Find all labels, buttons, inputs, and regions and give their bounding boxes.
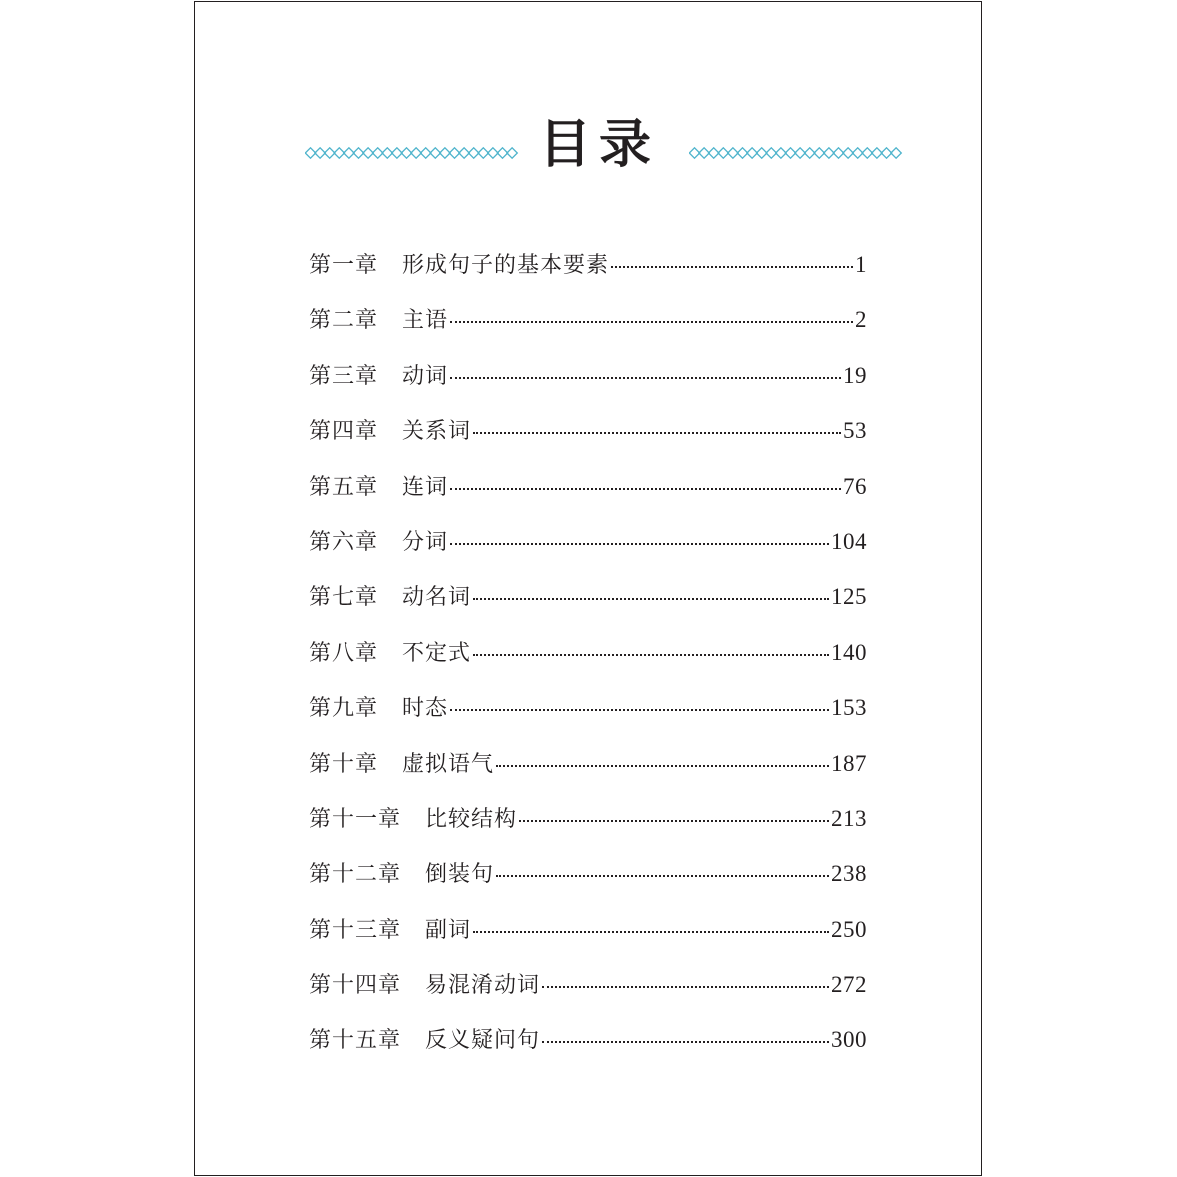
dot-leader [450,460,841,490]
toc-entry[interactable] [309,685,867,740]
dot-leader [542,1013,829,1043]
toc-entry[interactable] [309,464,867,519]
page-number: 213 [831,805,867,831]
toc-entry[interactable] [309,1017,867,1072]
page-number: 140 [831,639,867,665]
dot-leader [450,515,829,545]
chapter-title: 反义疑问句 [425,1028,541,1054]
chapter-number: 第六章 [309,529,379,555]
chapter-title: 连词 [402,474,449,500]
dot-leader [450,293,853,323]
page-number: 250 [831,916,867,942]
chapter-title: 倒装句 [425,862,495,888]
dot-leader [473,903,829,933]
dot-leader [496,737,829,767]
dot-leader [542,958,829,988]
table-of-contents [309,242,867,1073]
page-number: 19 [843,362,867,388]
dot-leader [473,404,841,434]
chapter-number: 第十四章 [309,973,402,999]
diamond-chain-ornament-left [305,146,521,160]
page-number: 153 [831,695,867,721]
chapter-number: 第九章 [309,696,379,722]
toc-entry[interactable] [309,519,867,574]
page-title: 目录 [538,115,659,175]
chapter-number: 第五章 [309,474,379,500]
dot-leader [611,238,853,268]
dot-leader [519,792,829,822]
dot-leader [473,570,829,600]
toc-entry[interactable] [309,242,867,297]
chapter-number: 第十二章 [309,862,402,888]
toc-entry[interactable] [309,962,867,1017]
page-number: 2 [855,307,867,333]
toc-entry[interactable] [309,630,867,685]
dot-leader [450,349,841,379]
chapter-number: 第十章 [309,751,379,777]
toc-entry[interactable] [309,574,867,629]
chapter-number: 第十一章 [309,806,402,832]
page-number: 76 [843,473,867,499]
page-number: 238 [831,861,867,887]
toc-entry[interactable] [309,353,867,408]
chapter-title: 易混淆动词 [425,973,541,999]
chapter-number: 第十五章 [309,1028,402,1054]
chapter-number: 第三章 [309,363,379,389]
toc-entry[interactable] [309,297,867,352]
chapter-title: 形成句子的基本要素 [402,253,610,278]
page-number: 1 [855,252,867,277]
chapter-title: 动词 [402,363,449,389]
chapter-title: 动名词 [402,585,472,611]
toc-entry[interactable] [309,741,867,796]
toc-entry[interactable] [309,408,867,463]
chapter-number: 第七章 [309,585,379,611]
dot-leader [450,681,829,711]
page-number: 125 [831,584,867,610]
page-number: 104 [831,528,867,554]
chapter-number: 第八章 [309,640,379,666]
chapter-title: 副词 [425,917,472,943]
dot-leader [496,847,829,877]
dot-leader [473,626,829,656]
chapter-title: 虚拟语气 [402,751,495,777]
chapter-title: 时态 [402,696,449,722]
chapter-title: 关系词 [402,419,472,445]
chapter-title: 主语 [402,308,449,334]
toc-entry[interactable] [309,796,867,851]
chapter-number: 第二章 [309,308,379,334]
chapter-title: 分词 [402,529,449,555]
chapter-number: 第四章 [309,419,379,445]
chapter-number: 第一章 [309,253,379,278]
chapter-title: 比较结构 [425,806,518,832]
toc-entry[interactable] [309,907,867,962]
page-number: 53 [843,418,867,444]
book-page [194,1,982,1176]
toc-entry[interactable] [309,851,867,906]
page-number: 187 [831,750,867,776]
diamond-chain-ornament-right [689,146,905,160]
page-number: 300 [831,1027,867,1053]
chapter-number: 第十三章 [309,917,402,943]
page-number: 272 [831,972,867,998]
chapter-title: 不定式 [402,640,472,666]
